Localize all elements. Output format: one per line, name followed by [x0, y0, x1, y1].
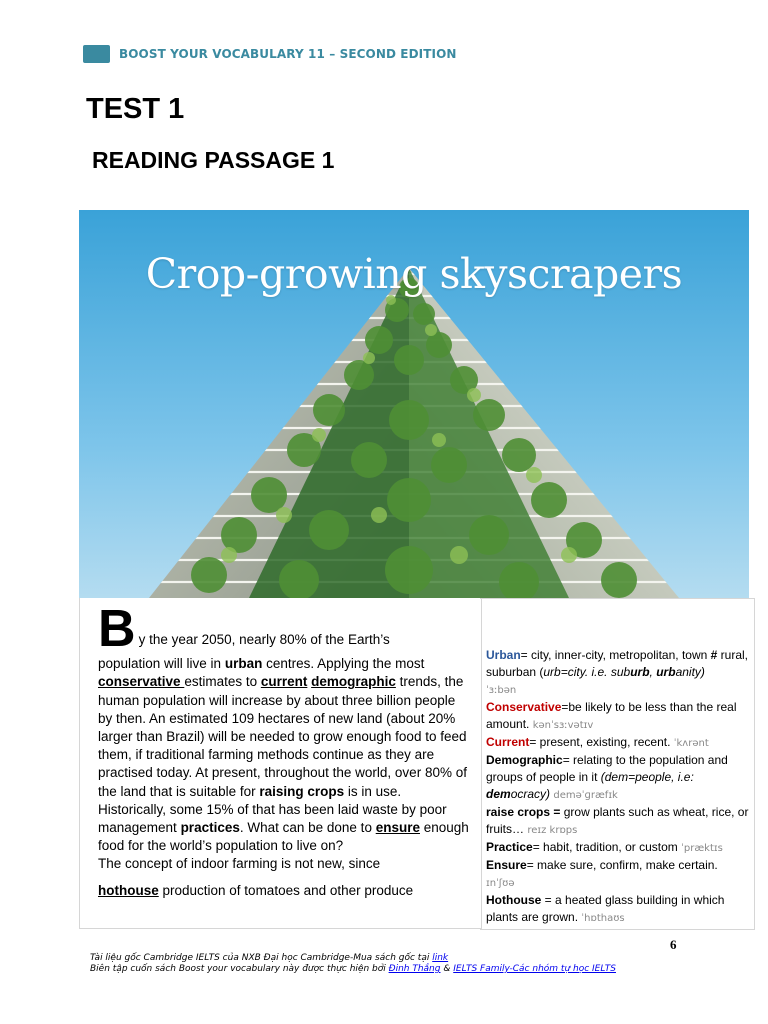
- glossary-entry-ensure: Ensure= make sure, confirm, make certain. ɪnˈʃʊə: [486, 858, 718, 889]
- glossary-entry-urban: Urban= city, inner-city, metropolitan, town # rural, suburban (urb=city. i.e. suburb, urbanity) ˈɜːbən: [486, 648, 749, 696]
- keyword-current: current: [260, 674, 308, 690]
- page-number: 6: [670, 937, 677, 952]
- glossary-entry-current: Current= present, existing, recent. ˈkʌrənt: [486, 735, 709, 749]
- keyword-hothouse: hothouse: [98, 882, 159, 898]
- footer-link-editor[interactable]: Đinh Thắng: [388, 964, 441, 974]
- keyword-raising-crops: raising crops: [259, 783, 345, 799]
- keyword-practices: practices: [180, 820, 240, 836]
- test-title: TEST 1: [86, 93, 185, 125]
- footer-credits: Tài liệu gốc Cambridge IELTS của NXB Đại học Cambridge-Mua sách gốc tại link Biên tập cuốn sách Boost your vocabulary này được thực hiện bởi Đinh Thắng & IELTS Family-Các nhóm tự học IELTS: [90, 953, 616, 974]
- glossary-entry-hothouse: Hothouse = a heated glass building in which plants are grown. ˈhɒthaʊs: [486, 893, 725, 924]
- keyword-conservative: conservative: [98, 674, 185, 690]
- passage-text: B y the year 2050, nearly 80% of the Earth’s population will live in urban centres. Applying the most conservative estimates to current demographic trends, the human population will increase by about three billion people by then. An estimated 109 hectares of new land (about 20% larger than Brazil) will be needed to grow enough food to feed them, if traditional farming methods continue as they are practised today. At present, throughout the world, over 80% of the land that is suitable for raising crops is in use. Historically, some 15% of that has been laid waste by poor management practices. What can be done to ensure enough food for the world’s population to live on? The concept of indoor farming is not new, since hothouse production of tomatoes and other produce: [98, 600, 469, 898]
- banner-image: [79, 210, 749, 598]
- ipa-urban: ˈɜːbən: [486, 685, 517, 696]
- passage-section: [79, 598, 756, 930]
- footer-link-ielts-family[interactable]: IELTS Family-Các nhóm tự học IELTS: [453, 964, 616, 974]
- series-header: [83, 45, 457, 63]
- header-color-mark: [83, 45, 110, 63]
- passage-box: [79, 598, 482, 929]
- glossary-entry-practice: Practice= habit, tradition, or custom ˈpræktɪs: [486, 840, 723, 854]
- glossary-entry-raise-crops: raise crops = grow plants such as wheat, rice, or fruits… reɪz krɒps: [486, 805, 749, 836]
- keyword-urban: urban: [224, 656, 263, 672]
- passage-title: READING PASSAGE 1: [92, 147, 335, 173]
- banner-title: Crop-growing skyscrapers: [145, 250, 683, 298]
- glossary-entry-demographic: Demographic= relating to the population and groups of people in it (dem=people, i.e: democracy) deməˈɡræfɪk: [486, 753, 728, 801]
- glossary-entry-conservative: Conservative=be likely to be less than the real amount. kənˈsɜːvətɪv: [486, 700, 737, 731]
- vocabulary-glossary: [480, 598, 755, 930]
- drop-cap: B: [98, 600, 136, 658]
- passage-first-line: y the year 2050, nearly 80% of the Earth’s: [138, 632, 390, 647]
- keyword-ensure: ensure: [375, 820, 420, 836]
- footer-link-purchase[interactable]: link: [432, 953, 449, 963]
- keyword-demographic: demographic: [311, 674, 396, 690]
- series-title: BOOST YOUR VOCABULARY 11 – SECOND EDITION: [119, 47, 457, 61]
